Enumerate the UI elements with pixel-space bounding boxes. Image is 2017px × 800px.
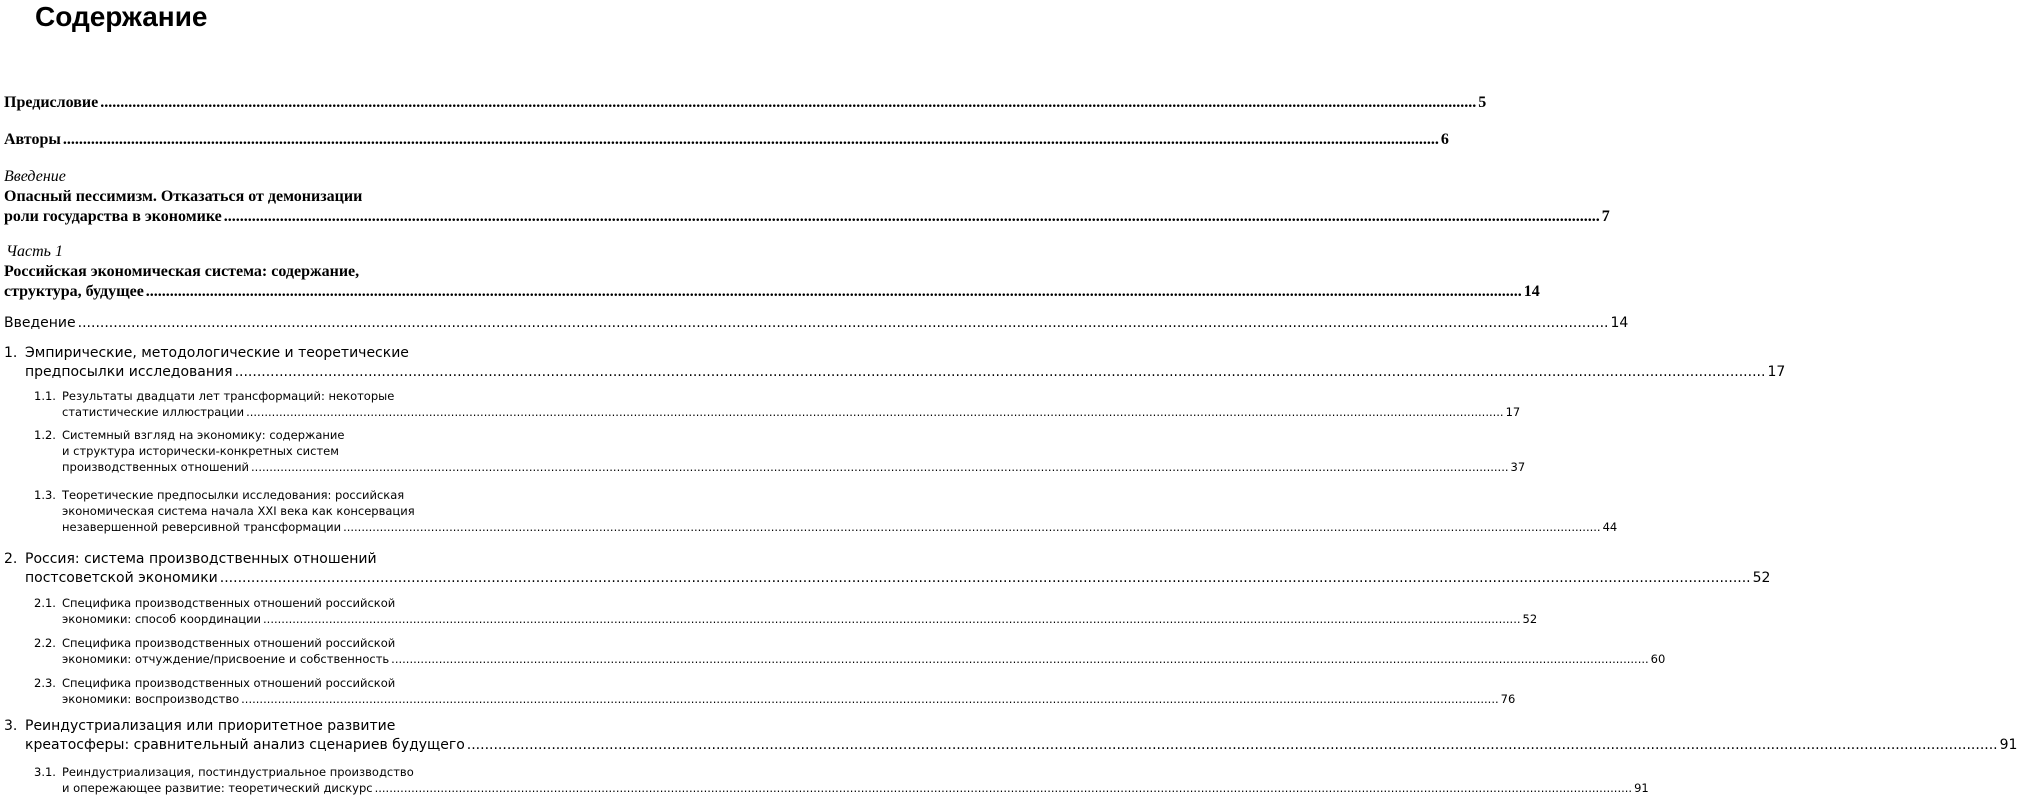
entry-title-line-2: и опережающее развитие: теоретический дискурс: [62, 781, 373, 795]
section-number: 1.2.: [34, 428, 56, 442]
section-number: 2.2.: [34, 636, 56, 650]
page-number: 6: [1440, 131, 1449, 148]
section-number: 3.1.: [34, 765, 56, 779]
chapter-number: 2.: [4, 551, 18, 567]
toc-entry-introduction[interactable]: [4, 187, 1610, 227]
dot-leader: [224, 207, 1600, 227]
entry-title-line-1: Теоретические предпосылки исследования: российская: [62, 488, 405, 502]
entry-title-line-1: Системный взгляд на экономику: содержание: [62, 428, 345, 442]
toc-entry-part1-intro[interactable]: [4, 314, 1629, 333]
entry-title-line-2: предпосылки исследования: [25, 364, 233, 380]
entry-title-line-3: незавершенной реверсивной трансформации: [62, 520, 342, 534]
page-number: 44: [1602, 520, 1618, 534]
section-number: 1.1.: [34, 389, 56, 403]
entry-title-line-1: Специфика производственных отношений российской: [62, 636, 396, 650]
entry-title-line-2: экономики: способ координации: [62, 612, 262, 626]
toc-entry-chapter-3[interactable]: [0, 717, 2017, 755]
entry-title-line-2: креатосферы: сравнительный анализ сценариев будущего: [25, 737, 465, 753]
dot-leader: [263, 611, 1521, 627]
dot-leader: [220, 569, 1751, 588]
page-number: 91: [1999, 737, 2017, 753]
entry-title: Введение: [4, 315, 76, 331]
dot-leader: [375, 780, 1633, 796]
section-number: 2.3.: [34, 676, 56, 690]
entry-title-line-2: структура, будущее: [4, 283, 144, 300]
page-number: 60: [1650, 652, 1666, 666]
page-number: 76: [1500, 692, 1516, 706]
part1-label: Часть 1: [6, 243, 63, 260]
entry-title-line-2: экономики: отчуждение/присвоение и собственность: [62, 652, 390, 666]
entry-title-line-1: Специфика производственных отношений российской: [62, 676, 396, 690]
page-number: 37: [1510, 460, 1526, 474]
dot-leader: [241, 691, 1499, 707]
page-number: 5: [1478, 94, 1487, 111]
entry-title: Авторы: [4, 131, 61, 148]
toc-entry-section-3-1[interactable]: [0, 764, 1649, 796]
toc-entry-preface[interactable]: [4, 93, 1487, 113]
chapter-number: 1.: [4, 345, 18, 361]
toc-entry-section-1-2[interactable]: [0, 427, 1526, 475]
entry-title-line-2: экономическая система начала XXI века как консервация: [62, 504, 415, 518]
page-number: 52: [1752, 570, 1771, 586]
dot-leader: [391, 651, 1649, 667]
entry-title-line-1: Реиндустриализация, постиндустриальное производство: [62, 765, 414, 779]
dot-leader: [100, 93, 1476, 113]
dot-leader: [251, 459, 1509, 475]
toc-entry-chapter-1[interactable]: [0, 344, 1786, 382]
page-number: 17: [1505, 405, 1521, 419]
entry-title-line-1: Специфика производственных отношений российской: [62, 596, 396, 610]
dot-leader: [246, 404, 1504, 420]
toc-entry-section-1-1[interactable]: [0, 388, 1521, 420]
toc-entry-part1[interactable]: [4, 262, 1540, 302]
page-number: 7: [1601, 208, 1610, 225]
entry-title-line-2: статистические иллюстрации: [62, 405, 245, 419]
toc-entry-chapter-2[interactable]: [0, 550, 1771, 588]
toc-entry-section-1-3[interactable]: [0, 487, 1618, 535]
toc-entry-authors[interactable]: [4, 130, 1449, 150]
dot-leader: [63, 130, 1439, 150]
page-number: 52: [1522, 612, 1538, 626]
section-number: 1.3.: [34, 488, 56, 502]
entry-title-line-1: Россия: система производственных отношений: [25, 551, 377, 567]
dot-leader: [343, 519, 1601, 535]
section-number: 2.1.: [34, 596, 56, 610]
entry-title-line-3: производственных отношений: [62, 460, 250, 474]
entry-title-line-1: Российская экономическая система: содержание,: [4, 263, 360, 280]
toc-entry-section-2-3[interactable]: [0, 675, 1516, 707]
entry-title-line-2: экономики: воспроизводство: [62, 692, 240, 706]
dot-leader: [146, 282, 1522, 302]
entry-title-line-2: постсоветской экономики: [25, 570, 218, 586]
toc-entry-section-2-2[interactable]: [0, 635, 1666, 667]
entry-title-line-1: Опасный пессимизм. Отказаться от демонизации: [4, 188, 363, 205]
page-title: Содержание: [35, 1, 208, 32]
entry-title-line-1: Реиндустриализация или приоритетное развитие: [25, 718, 396, 734]
page-number: 14: [1523, 283, 1540, 300]
dot-leader: [78, 314, 1609, 333]
page-number: 91: [1634, 781, 1649, 795]
entry-title-line-2: роли государства в экономике: [4, 208, 222, 225]
entry-title: Предисловие: [4, 94, 99, 111]
introduction-label: Введение: [4, 168, 66, 185]
dot-leader: [235, 363, 1766, 382]
entry-title-line-1: Эмпирические, методологические и теоретические: [25, 345, 409, 361]
toc-entry-section-2-1[interactable]: [0, 595, 1538, 627]
entry-title-line-1: Результаты двадцати лет трансформаций: некоторые: [62, 389, 395, 403]
dot-leader: [467, 736, 1998, 755]
entry-title-line-2: и структура исторически-конкретных систем: [62, 444, 339, 458]
page-number: 17: [1767, 364, 1786, 380]
chapter-number: 3.: [4, 718, 18, 734]
page-number: 14: [1610, 315, 1629, 331]
